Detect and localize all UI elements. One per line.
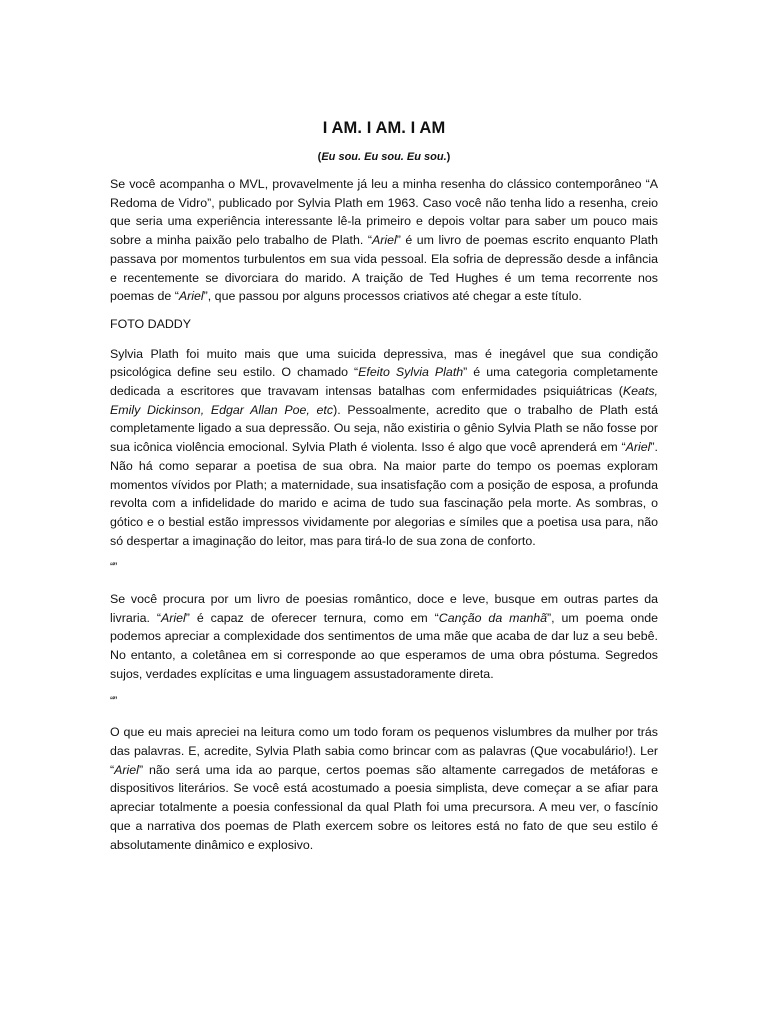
italic-text-run: Ariel	[371, 233, 397, 248]
text-run: Sylvia Plath foi muito mais que uma suicida depressiva, mas é inegável que sua condição psicológica define seu estilo. O chamado “	[110, 346, 658, 380]
text-run: Se você procura por um livro de poesias romântico, doce e leve, busque em outras partes da livraria. “	[110, 592, 658, 625]
italic-text-run: Ariel	[160, 610, 186, 625]
paragraph-romance	[110, 590, 658, 684]
subtitle-close-paren: )	[446, 151, 451, 163]
subtitle-open-paren: (	[317, 151, 322, 163]
separator-quote-marks-2: “”	[110, 693, 117, 708]
paragraph-foto-daddy	[110, 345, 658, 551]
text-run: O que eu mais apreciei na leitura como um todo foram os pequenos vislumbres da mulher por trás das palavras. E, acredite, Sylvia Plath sabia como brincar com as palavras (Que vocabulário!). Ler “	[110, 725, 658, 777]
text-run: Se você acompanha o MVL, provavelmente já leu a minha resenha do clássico contemporâneo “A Redoma de Vidro”, publicado por Sylvia Plath em 1963. Caso você não tenha lido a resenha, creio que seria uma experiência interessante lê-la primeiro e depois voltar para saber um pouco mais sobre a minha paixão pelo trabalho de Plath. “	[110, 177, 658, 248]
text-run: ”. Não há como separar a poetisa de sua obra. Na maior parte do tempo os poemas exploram momentos vívidos por Plath; a maternidade, sua insatisfação com a posição de esposa, a profunda revolta com a infidelidade do marido e acima de tudo sua fascinação pela morte. As sombras, o gótico e o bestial estão impressos vividamente por alegorias e símiles que a poetisa usa para, não só despertar a imaginação do leitor, mas para tirá-lo de sua zona de conforto.	[110, 440, 658, 548]
italic-text-run: Keats, Emily Dickinson, Edgar Allan Poe, etc	[110, 384, 658, 417]
text-run: ” é um livro de poemas escrito enquanto Plath passava por momentos turbulentos em sua vida pessoal. Ela sofria de depressão desde a infância e recentemente se divorciara do marido. A traição de Ted Hughes é um tema recorrente nos poemas de “	[110, 233, 658, 304]
text-run: ” é uma categoria completamente dedicada a escritores que travavam intensas batalhas com enfermidades psiquiátricas (	[110, 365, 658, 399]
italic-text-run: Canção da manhã	[438, 610, 548, 625]
document-title: I AM. I AM. I AM	[322, 119, 446, 137]
section-heading: FOTO DADDY	[110, 316, 192, 331]
document-subtitle	[110, 150, 658, 164]
separator-quote-marks: “”	[110, 560, 117, 575]
paragraph-intro	[110, 175, 658, 306]
text-run: ). Pessoalmente, acredito que o trabalho de Plath está completamente ligado a sua depressão. Ou seja, não existiria o gênio Sylvia Plath se não fosse por sua icônica violência emocional. Sylvia Plath é violenta. Isso é algo que você aprenderá em “	[110, 402, 658, 455]
document-body	[110, 118, 658, 854]
text-run: ”, que passou por alguns processos criativos até chegar a este título.	[203, 289, 582, 304]
italic-text-run: Ariel	[625, 440, 651, 455]
subtitle-text: Eu sou. Eu sou. Eu sou.	[321, 151, 447, 163]
text-run: ” é capaz de oferecer ternura, como em “	[185, 610, 439, 625]
italic-text-run: Ariel	[178, 289, 204, 304]
italic-text-run: Efeito Sylvia Plath	[358, 365, 464, 380]
italic-text-run: Ariel	[114, 762, 139, 777]
text-run: ”, um poema onde podemos apreciar a complexidade dos sentimentos de uma mãe que acaba de dar luz a seu bebê. No entanto, a coletânea em si corresponde ao que esperamos de uma obra póstuma. Segredos sujos, verdades explícitas e uma linguagem assustadoramente direta.	[110, 610, 659, 681]
text-run: ” não será uma ida ao parque, certos poemas são altamente carregados de metáforas e dispositivos literários. Se você está acostumado a poesia simplista, deve começar a se afiar para apreciar totalmente a poesia confessional da qual Plath foi uma precursora. A meu ver, o fascínio que a narrativa dos poemas de Plath exercem sobre os leitores está no fato de que seu estilo é absolutamente dinâmico e explosivo.	[110, 762, 658, 852]
paragraph-conclusion	[110, 723, 658, 854]
